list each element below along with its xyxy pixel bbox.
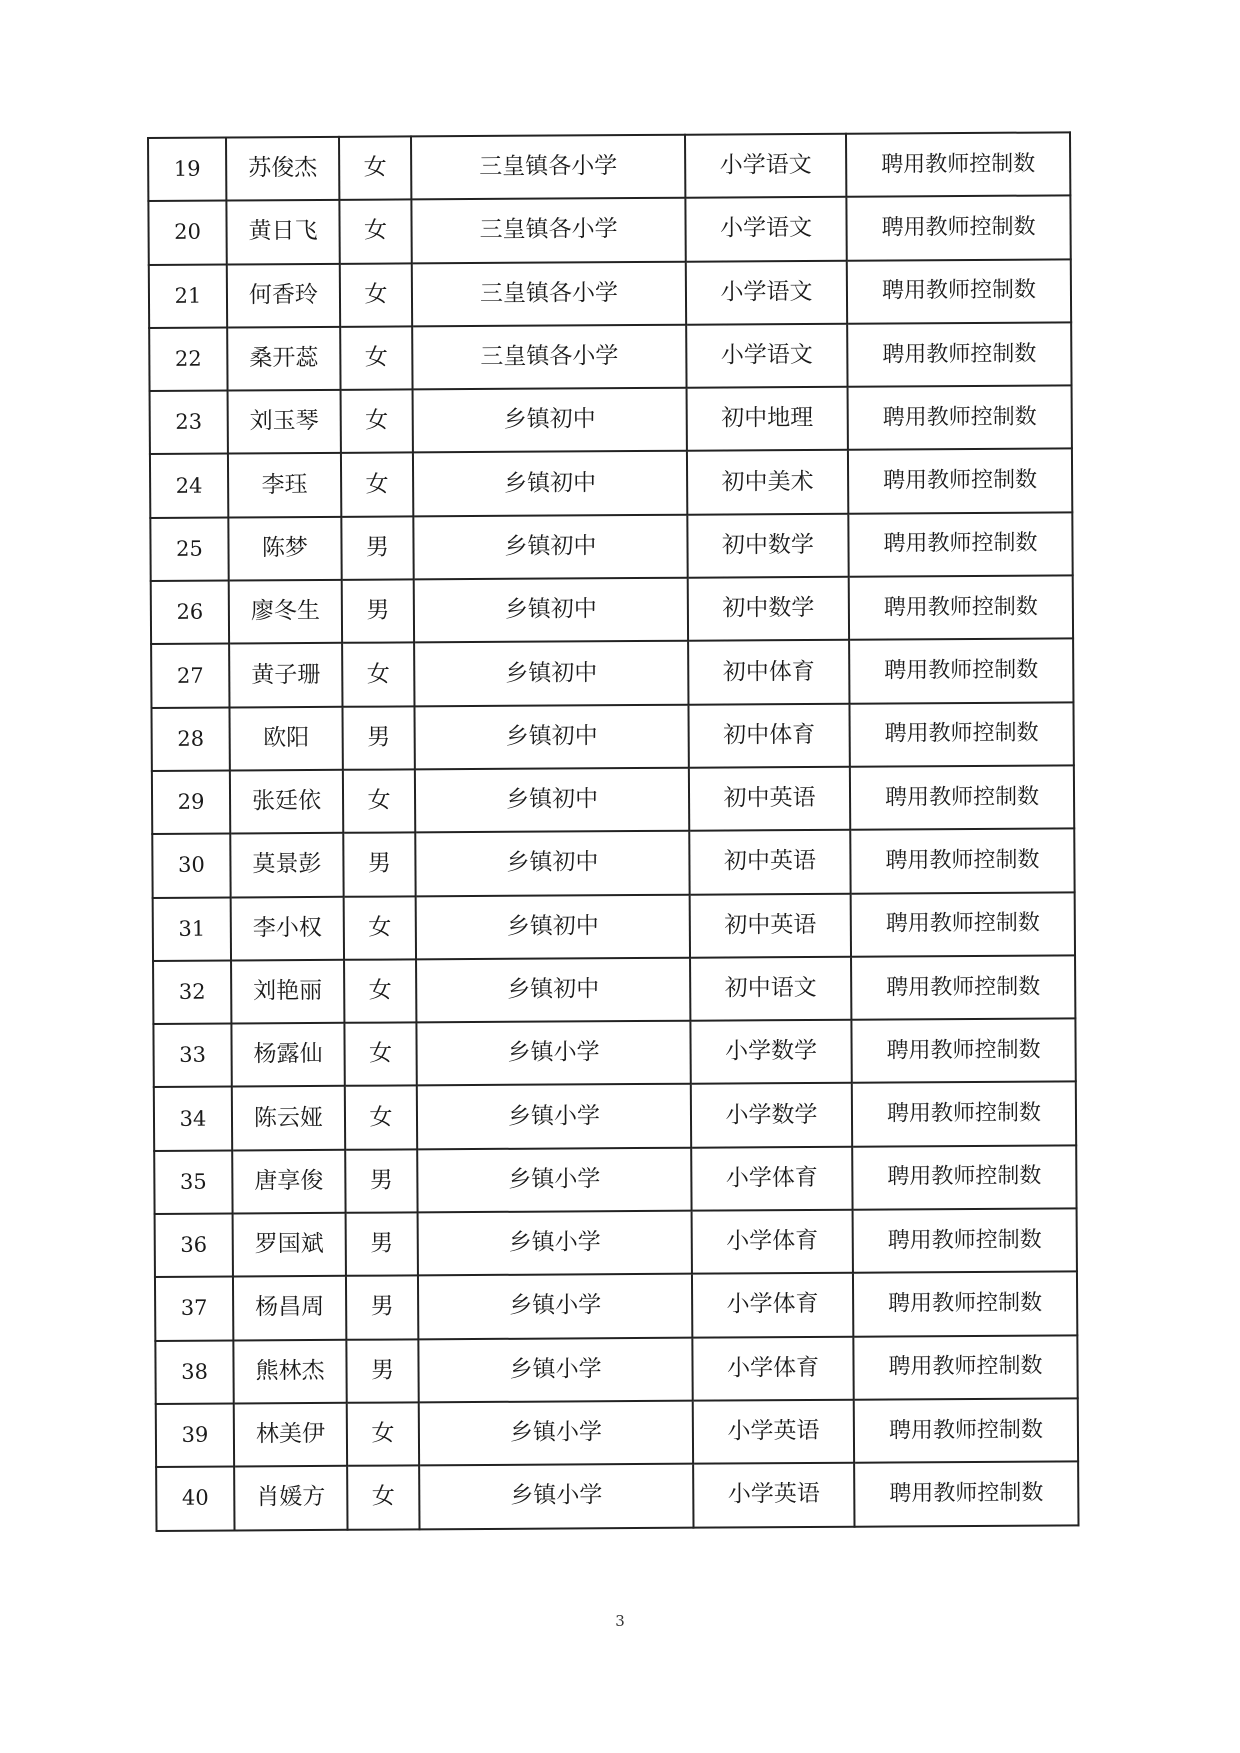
- quota-note: 聘用教师控制数: [846, 132, 1070, 197]
- quota-note: 聘用教师控制数: [850, 765, 1074, 830]
- row-number: 30: [152, 834, 230, 898]
- table-row: [153, 892, 1075, 961]
- table-row: [151, 575, 1073, 644]
- teacher-name: 陈梦: [228, 517, 341, 581]
- row-number: 38: [155, 1340, 233, 1404]
- teacher-gender: 女: [341, 390, 413, 454]
- quota-note: 聘用教师控制数: [848, 449, 1072, 514]
- table-row: [153, 1019, 1075, 1088]
- row-number: 35: [154, 1150, 232, 1214]
- row-number: 39: [156, 1403, 234, 1467]
- quota-note: 聘用教师控制数: [850, 829, 1074, 894]
- teacher-gender: 女: [344, 896, 416, 960]
- teacher-gender: 女: [343, 769, 415, 833]
- school-name: 乡镇初中: [415, 831, 689, 896]
- row-number: 37: [155, 1277, 233, 1341]
- subject-name: 小学体育: [691, 1146, 852, 1210]
- quota-note: 聘用教师控制数: [851, 892, 1075, 957]
- subject-name: 小学语文: [685, 197, 846, 261]
- subject-name: 小学体育: [692, 1273, 853, 1337]
- teacher-gender: 女: [341, 453, 413, 517]
- teacher-gender: 男: [346, 1276, 418, 1340]
- school-name: 乡镇小学: [418, 1274, 692, 1339]
- school-name: 乡镇初中: [416, 894, 690, 959]
- table-row: [152, 765, 1074, 834]
- subject-name: 初中体育: [688, 640, 849, 704]
- subject-name: 小学语文: [686, 324, 847, 388]
- subject-name: 初中美术: [687, 450, 848, 514]
- subject-name: 小学体育: [692, 1336, 853, 1400]
- quota-note: 聘用教师控制数: [851, 955, 1075, 1020]
- subject-name: 初中数学: [687, 514, 848, 578]
- row-number: 32: [153, 960, 231, 1024]
- subject-name: 初中英语: [689, 767, 850, 831]
- table-row: [154, 1145, 1076, 1214]
- school-name: 乡镇初中: [413, 451, 687, 516]
- table-row: [152, 829, 1074, 898]
- teacher-table-body: [148, 132, 1078, 1530]
- row-number: 23: [150, 391, 228, 455]
- teacher-gender: 女: [344, 959, 416, 1023]
- teacher-gender: 女: [347, 1402, 419, 1466]
- subject-name: 初中体育: [688, 703, 849, 767]
- school-name: 三皇镇各小学: [411, 135, 685, 200]
- table-row: [149, 322, 1071, 391]
- teacher-table: [147, 131, 1080, 1531]
- school-name: 乡镇初中: [413, 514, 687, 579]
- quota-note: 聘用教师控制数: [848, 512, 1072, 577]
- teacher-name: 李小权: [231, 896, 344, 960]
- table-row: [150, 386, 1072, 455]
- row-number: 34: [154, 1087, 232, 1151]
- teacher-name: 唐享俊: [232, 1150, 345, 1214]
- teacher-name: 杨昌周: [233, 1276, 346, 1340]
- teacher-name: 苏俊杰: [226, 137, 339, 201]
- quota-note: 聘用教师控制数: [849, 639, 1073, 704]
- quota-note: 聘用教师控制数: [854, 1398, 1078, 1463]
- table-row: [149, 259, 1071, 328]
- teacher-gender: 女: [342, 643, 414, 707]
- school-name: 乡镇初中: [414, 641, 688, 706]
- subject-name: 初中语文: [690, 957, 851, 1021]
- row-number: 24: [150, 454, 228, 518]
- teacher-name: 桑开蕊: [227, 327, 340, 391]
- school-name: 乡镇初中: [415, 768, 689, 833]
- subject-name: 初中英语: [690, 893, 851, 957]
- teacher-gender: 男: [341, 516, 413, 580]
- teacher-gender: 女: [339, 200, 411, 264]
- table-row: [153, 955, 1075, 1024]
- teacher-gender: 女: [345, 1086, 417, 1150]
- row-number: 22: [149, 327, 227, 391]
- subject-name: 小学数学: [690, 1020, 851, 1084]
- teacher-name: 欧阳: [229, 706, 342, 770]
- table-row: [151, 702, 1073, 771]
- teacher-gender: 女: [340, 263, 412, 327]
- table-row: [155, 1272, 1077, 1341]
- table-row: [156, 1462, 1078, 1531]
- subject-name: 小学英语: [693, 1400, 854, 1464]
- table-row: [156, 1398, 1078, 1467]
- teacher-name: 李珏: [228, 453, 341, 517]
- table-row: [155, 1335, 1077, 1404]
- school-name: 乡镇初中: [413, 388, 687, 453]
- quota-note: 聘用教师控制数: [852, 1145, 1076, 1210]
- quota-note: 聘用教师控制数: [854, 1462, 1078, 1527]
- teacher-name: 黄子珊: [229, 643, 342, 707]
- row-number: 36: [155, 1214, 233, 1278]
- row-number: 20: [148, 201, 226, 265]
- teacher-gender: 女: [347, 1466, 419, 1530]
- quota-note: 聘用教师控制数: [853, 1335, 1077, 1400]
- teacher-gender: 男: [342, 579, 414, 643]
- row-number: 31: [153, 897, 231, 961]
- teacher-name: 刘玉琴: [228, 390, 341, 454]
- teacher-gender: 男: [346, 1339, 418, 1403]
- teacher-name: 陈云娅: [232, 1086, 345, 1150]
- school-name: 三皇镇各小学: [411, 198, 685, 263]
- table-row: [150, 449, 1072, 518]
- table-row: [155, 1208, 1077, 1277]
- teacher-name: 罗国斌: [233, 1213, 346, 1277]
- teacher-gender: 女: [340, 326, 412, 390]
- row-number: 27: [151, 644, 229, 708]
- teacher-name: 黄日飞: [226, 200, 339, 264]
- row-number: 25: [150, 517, 228, 581]
- table-row: [154, 1082, 1076, 1151]
- teacher-gender: 男: [345, 1149, 417, 1213]
- row-number: 21: [149, 264, 227, 328]
- school-name: 三皇镇各小学: [412, 261, 686, 326]
- subject-name: 小学数学: [691, 1083, 852, 1147]
- teacher-name: 杨露仙: [231, 1023, 344, 1087]
- quota-note: 聘用教师控制数: [847, 259, 1071, 324]
- table-row: [150, 512, 1072, 581]
- quota-note: 聘用教师控制数: [852, 1082, 1076, 1147]
- page-number: 3: [615, 1612, 625, 1630]
- teacher-name: 何香玲: [227, 263, 340, 327]
- school-name: 乡镇小学: [419, 1464, 693, 1529]
- row-number: 28: [151, 707, 229, 771]
- quota-note: 聘用教师控制数: [853, 1208, 1077, 1273]
- quota-note: 聘用教师控制数: [847, 322, 1071, 387]
- subject-name: 小学语文: [686, 260, 847, 324]
- school-name: 乡镇小学: [418, 1211, 692, 1276]
- subject-name: 小学体育: [692, 1210, 853, 1274]
- teacher-name: 廖冬生: [229, 580, 342, 644]
- quota-note: 聘用教师控制数: [848, 386, 1072, 451]
- teacher-name: 张廷依: [230, 770, 343, 834]
- subject-name: 初中数学: [688, 577, 849, 641]
- subject-name: 初中英语: [689, 830, 850, 894]
- teacher-gender: 女: [344, 1023, 416, 1087]
- table-row: [151, 639, 1073, 708]
- school-name: 乡镇小学: [417, 1147, 691, 1212]
- row-number: 33: [153, 1024, 231, 1088]
- row-number: 26: [151, 581, 229, 645]
- teacher-name: 莫景彭: [230, 833, 343, 897]
- school-name: 乡镇小学: [416, 1021, 690, 1086]
- subject-name: 小学语文: [685, 134, 846, 198]
- teacher-name: 林美伊: [234, 1403, 347, 1467]
- school-name: 乡镇初中: [416, 958, 690, 1023]
- quota-note: 聘用教师控制数: [851, 1019, 1075, 1084]
- teacher-gender: 女: [339, 136, 411, 200]
- school-name: 乡镇小学: [417, 1084, 691, 1149]
- table-row: [148, 196, 1070, 265]
- school-name: 乡镇初中: [414, 578, 688, 643]
- teacher-gender: 男: [346, 1212, 418, 1276]
- school-name: 三皇镇各小学: [412, 325, 686, 390]
- quota-note: 聘用教师控制数: [846, 196, 1070, 261]
- teacher-name: 刘艳丽: [231, 960, 344, 1024]
- row-number: 40: [156, 1467, 234, 1531]
- table-row: [148, 132, 1070, 201]
- teacher-gender: 男: [342, 706, 414, 770]
- teacher-name: 肖媛方: [234, 1466, 347, 1530]
- quota-note: 聘用教师控制数: [849, 575, 1073, 640]
- quota-note: 聘用教师控制数: [853, 1272, 1077, 1337]
- teacher-gender: 男: [343, 833, 415, 897]
- row-number: 29: [152, 770, 230, 834]
- quota-note: 聘用教师控制数: [849, 702, 1073, 767]
- school-name: 乡镇小学: [419, 1401, 693, 1466]
- teacher-name: 熊林杰: [233, 1339, 346, 1403]
- subject-name: 小学英语: [693, 1463, 854, 1527]
- school-name: 乡镇小学: [418, 1337, 692, 1402]
- row-number: 19: [148, 138, 226, 202]
- school-name: 乡镇初中: [414, 704, 688, 769]
- subject-name: 初中地理: [687, 387, 848, 451]
